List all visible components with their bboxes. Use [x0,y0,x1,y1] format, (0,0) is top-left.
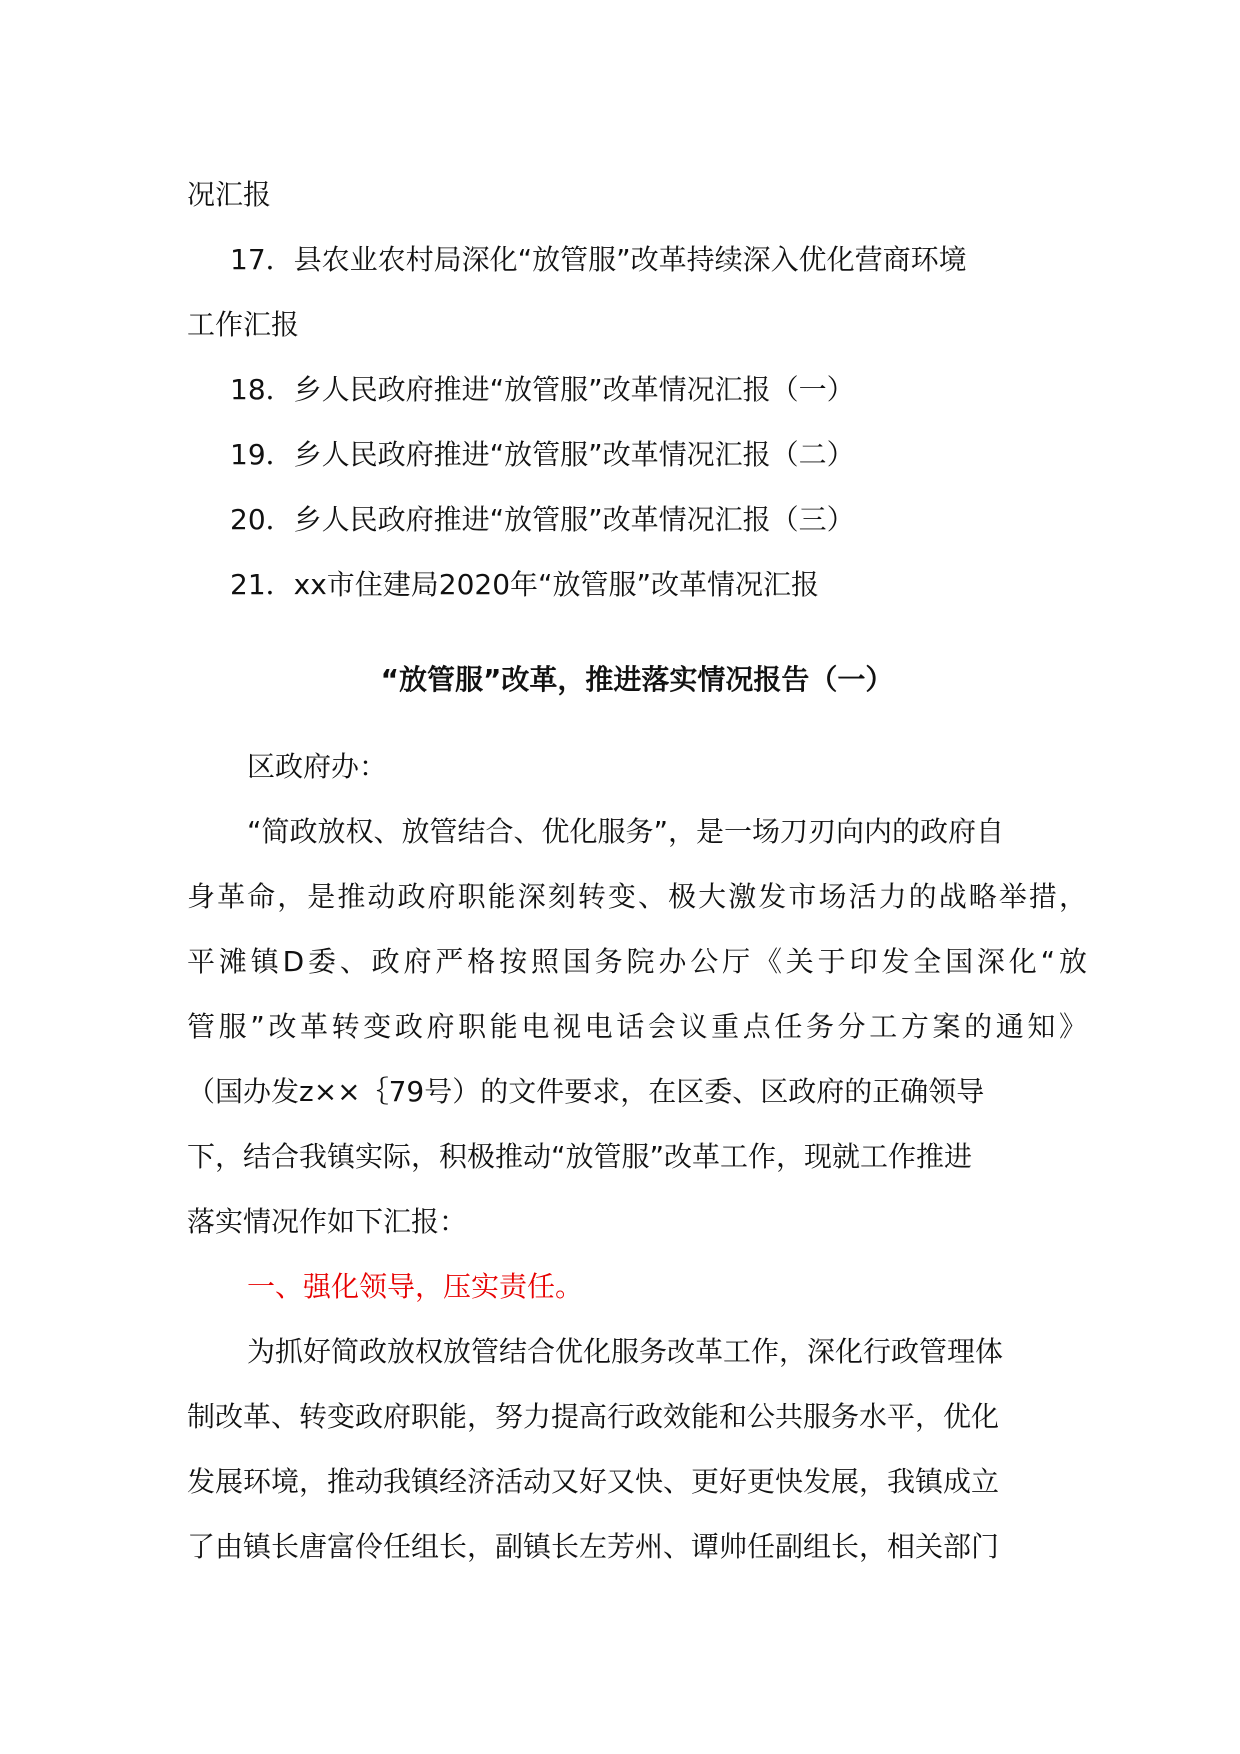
report-title: “放管服”改革，推进落实情况报告（一） [380,663,894,696]
paragraph-line: 为抓好简政放权放管结合优化服务改革工作，深化行政管理体 [247,1335,1004,1368]
salutation: 区政府办： [247,750,388,783]
toc-item-17: 17．县农业农村局深化“放管服”改革持续深入优化营商环境 [230,243,967,276]
paragraph-line: 落实情况作如下汇报： [187,1205,468,1238]
paragraph-line: （国办发z××｛79号）的文件要求，在区委、区政府的正确领导 [187,1075,985,1108]
paragraph-line: 发展环境，推动我镇经济活动又好又快、更好更快发展，我镇成立 [187,1465,1000,1498]
paragraph-2 [187,1319,1087,1579]
toc-item-20: 20．乡人民政府推进“放管服”改革情况汇报（三） [230,503,855,536]
toc-item-21: 21．xx市住建局2020年“放管服”改革情况汇报 [230,568,820,601]
paragraph-line: 下，结合我镇实际，积极推动“放管服”改革工作，现就工作推进 [187,1140,973,1173]
paragraph-line: 平滩镇D委、政府严格按照国务院办公厅《关于印发全国深化“放 [187,945,1087,978]
toc-item-18: 18．乡人民政府推进“放管服”改革情况汇报（一） [230,373,855,406]
toc-item-17-cont: 工作汇报 [187,308,300,341]
paragraph-1 [187,799,1087,1254]
paragraph-line: “简政放权、放管结合、优化服务”，是一场刀刃向内的政府自 [247,815,1005,848]
toc-item-19: 19．乡人民政府推进“放管服”改革情况汇报（二） [230,438,855,471]
document-page [187,162,1087,1579]
paragraph-line: 管服”改革转变政府职能电视电话会议重点任务分工方案的通知》 [187,1010,1087,1043]
paragraph-line: 了由镇长唐富伶任组长，副镇长左芳州、谭帅任副组长，相关部门 [187,1530,1000,1563]
toc-continuation: 况汇报 [187,178,272,211]
paragraph-line: 制改革、转变政府职能，努力提高行政效能和公共服务水平，优化 [187,1400,1000,1433]
section-heading-1: 一、强化领导，压实责任。 [247,1270,584,1303]
paragraph-line: 身革命，是推动政府职能深刻转变、极大激发市场活力的战略举措， [187,880,1087,913]
